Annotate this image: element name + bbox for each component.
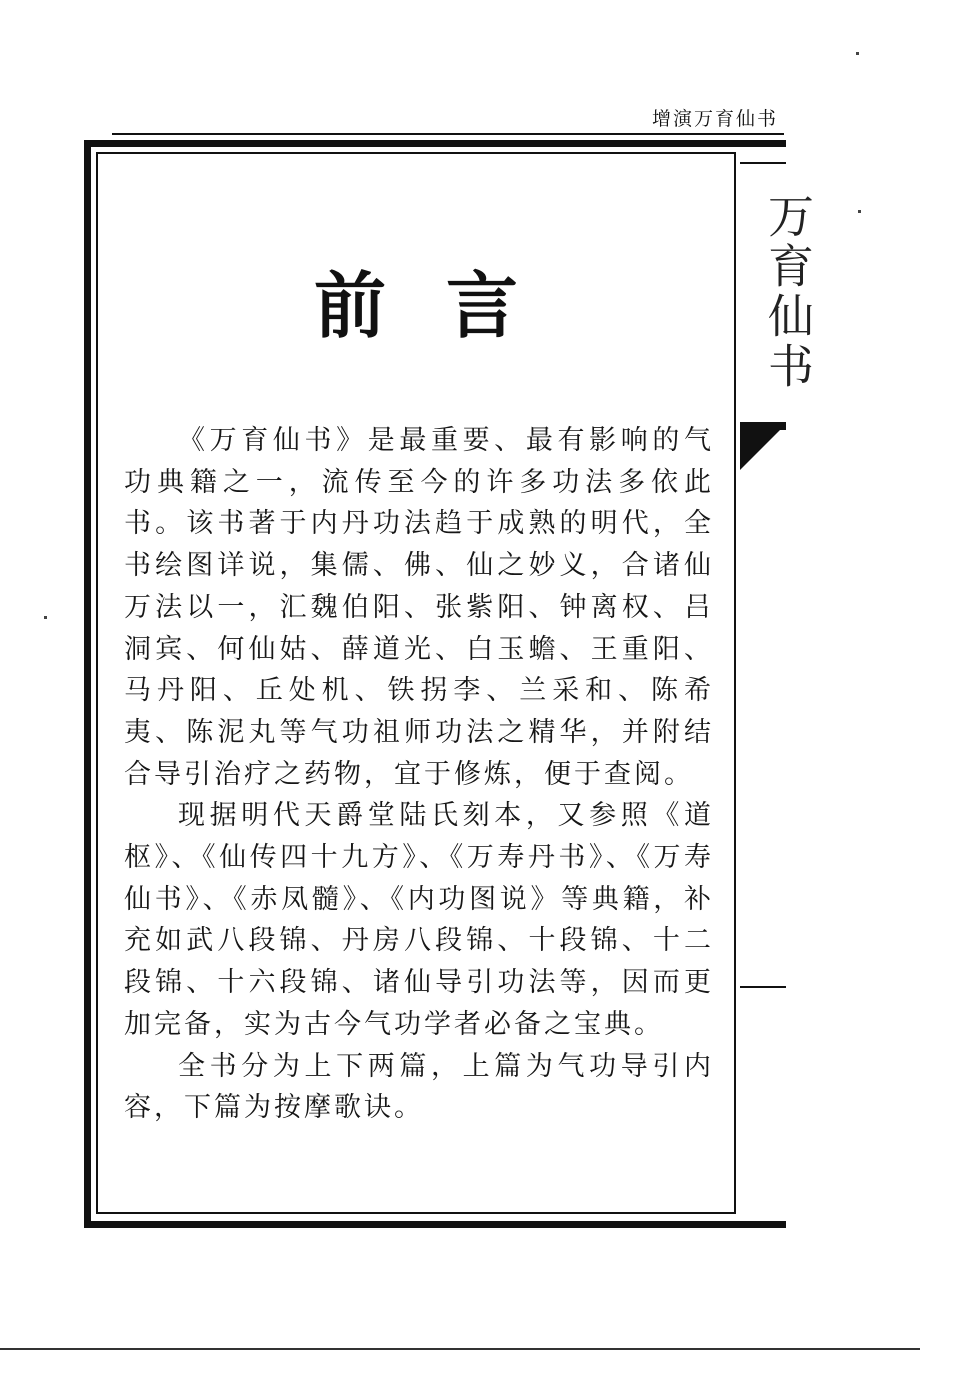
- spine-bottom-rule: [740, 986, 786, 988]
- header-rule: [112, 133, 784, 135]
- book-spine: [740, 152, 815, 1214]
- spine-triangle: [740, 424, 786, 470]
- page-title: 前言: [313, 264, 578, 348]
- preface-body: [124, 420, 714, 1129]
- spine-title: 万育仙书: [761, 192, 815, 392]
- scan-mark: [858, 210, 861, 213]
- running-header: 增演万育仙书: [651, 108, 778, 130]
- paragraph-2: 现据明代天爵堂陆氏刻本，又参照《道枢》、《仙传四十九方》、《万寿丹书》、《万寿仙书》、《赤凤髓》、《内功图说》等典籍，补充如武八段锦、丹房八段锦、十段锦、十二段锦、十六段锦、诸仙导引功法等，因而更加完备，实为古今气功学者必备之宝典。: [124, 800, 714, 1040]
- scan-mark: [856, 52, 859, 55]
- paragraph-1: 《万育仙书》是最重要、最有影响的气功典籍之一，流传至今的许多功法多依此书。该书著于内丹功法趋于成熟的明代，全书绘图详说，集儒、佛、仙之妙义，合诸仙万法以一，汇魏伯阳、张紫阳、钟离权、吕洞宾、何仙姑、薛道光、白玉蟾、王重阳、马丹阳、丘处机、铁拐李、兰采和、陈希夷、陈泥丸等气功祖师功法之精华，并附结合导引治疗之药物，宜于修炼，便于查阅。: [124, 425, 714, 790]
- spine-top-rule: [740, 162, 786, 164]
- bottom-rule: [0, 1348, 920, 1350]
- paragraph-3: 全书分为上下两篇，上篇为气功导引内容，下篇为按摩歌诀。: [124, 1050, 714, 1124]
- scan-mark: [44, 616, 47, 619]
